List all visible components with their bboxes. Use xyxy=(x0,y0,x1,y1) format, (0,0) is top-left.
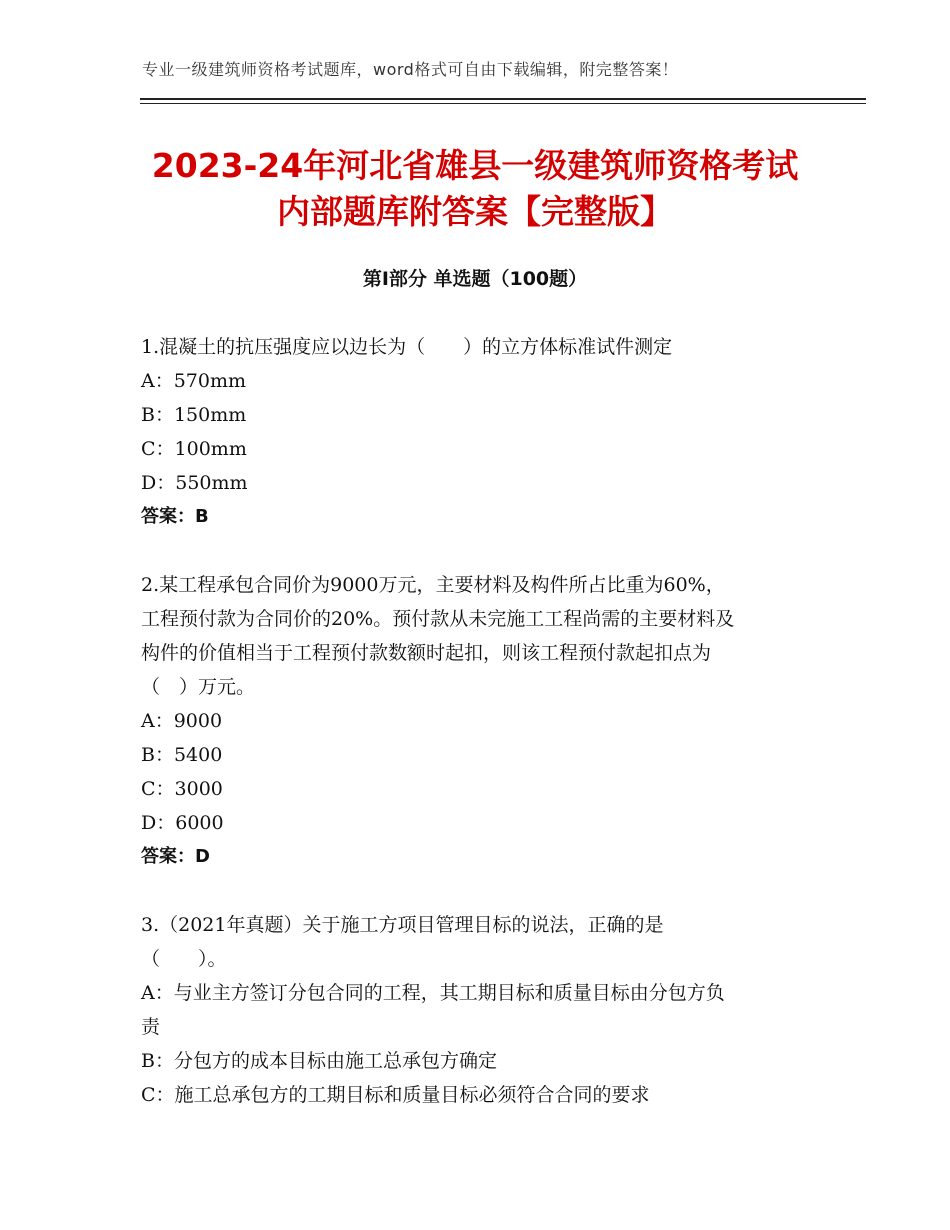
question-2-stem-line-2: 工程预付款为合同价的20%。预付款从未完施工工程尚需的主要材料及 xyxy=(141,608,735,630)
header-rule-thick xyxy=(140,98,866,100)
question-3-option-a-line-2: 责 xyxy=(141,1016,161,1038)
question-2-stem-line-1: 2.某工程承包合同价为9000万元，主要材料及构件所占比重为60%， xyxy=(141,574,725,596)
question-1-option-c: C：100mm xyxy=(141,438,247,460)
question-1-stem: 1.混凝土的抗压强度应以边长为（ ）的立方体标准试件测定 xyxy=(141,336,673,358)
question-3 xyxy=(141,908,821,1112)
question-1-option-d: D：550mm xyxy=(141,472,248,494)
question-1-answer: 答案：B xyxy=(141,506,209,527)
question-3-stem-line-2: （ ）。 xyxy=(141,948,227,970)
question-2-answer: 答案：D xyxy=(141,846,210,867)
question-2 xyxy=(141,568,821,874)
question-2-stem-line-3: 构件的价值相当于工程预付款数额时起扣，则该工程预付款起扣点为 xyxy=(141,642,712,664)
document-title-line-1: 2023-24年河北省雄县一级建筑师资格考试 xyxy=(151,146,799,185)
section-title: 第Ⅰ部分 单选题（100题） xyxy=(362,268,588,290)
question-1-option-a: A：570mm xyxy=(141,370,247,392)
question-1 xyxy=(141,330,821,534)
question-3-option-c: C：施工总承包方的工期目标和质量目标必须符合合同的要求 xyxy=(141,1084,650,1106)
document-title xyxy=(0,143,950,235)
question-1-option-b: B：150mm xyxy=(141,404,247,426)
document-title-line-2: 内部题库附答案【完整版】 xyxy=(277,192,673,231)
question-2-option-c: C：3000 xyxy=(141,778,223,800)
question-3-option-b: B：分包方的成本目标由施工总承包方确定 xyxy=(141,1050,497,1072)
question-3-option-a-line-1: A：与业主方签订分包合同的工程，其工期目标和质量目标由分包方负 xyxy=(141,982,725,1004)
question-2-option-d: D：6000 xyxy=(141,812,224,834)
question-3-stem-line-1: 3.（2021年真题）关于施工方项目管理目标的说法，正确的是 xyxy=(141,914,664,936)
header-note: 专业一级建筑师资格考试题库，word格式可自由下载编辑，附完整答案！ xyxy=(142,60,679,79)
question-2-option-b: B：5400 xyxy=(141,744,223,766)
question-list xyxy=(141,330,821,1112)
question-2-option-a: A：9000 xyxy=(141,710,223,732)
question-2-stem-line-4: （ ）万元。 xyxy=(141,676,256,698)
header-rule-thin xyxy=(140,103,866,104)
